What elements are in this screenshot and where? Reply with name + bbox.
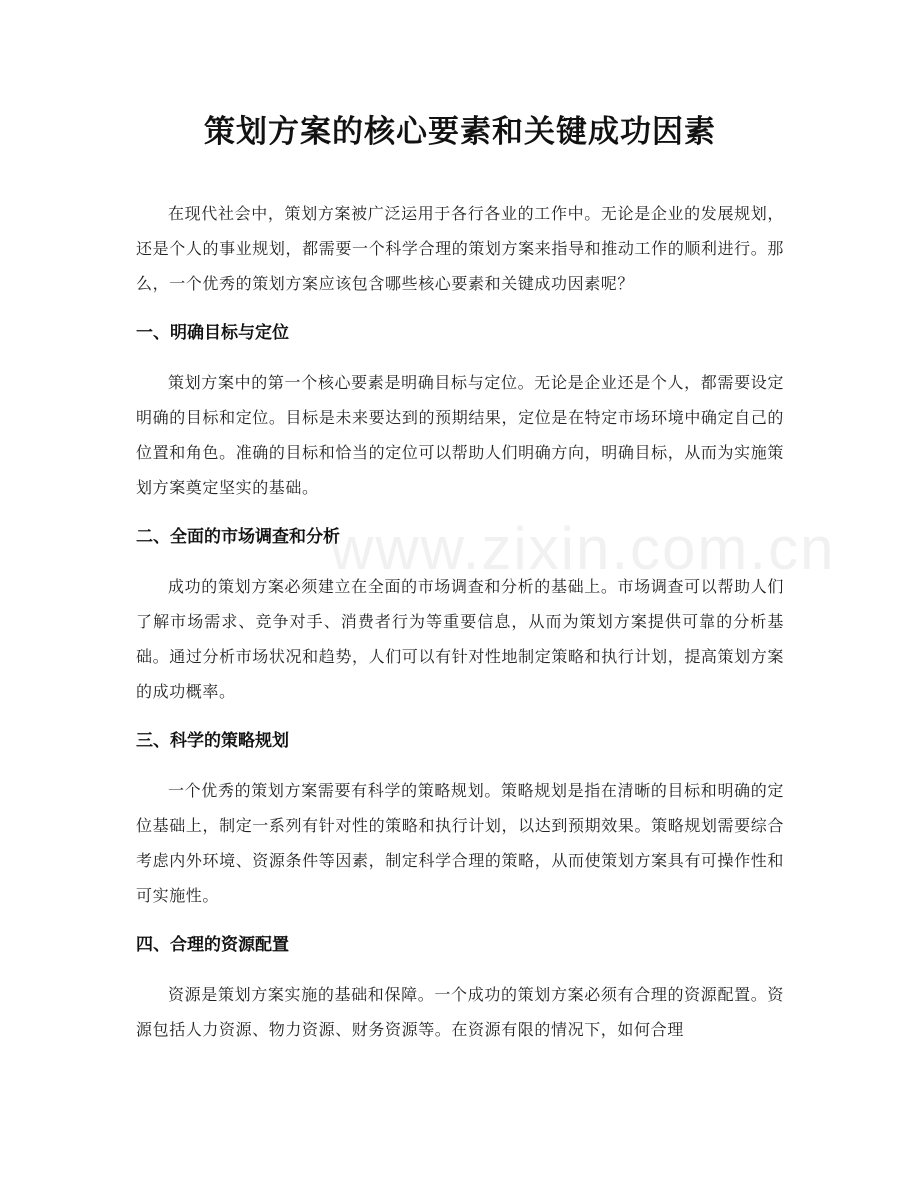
document-title: 策划方案的核心要素和关键成功因素: [204, 114, 716, 150]
section-heading-4: 四、合理的资源配置: [136, 935, 289, 955]
intro-paragraph: 在现代社会中，策划方案被广泛运用于各行各业的工作中。无论是企业的发展规划，还是个人的事业规划，都需要一个科学合理的策划方案来指导和推动工作的顺利进行。那么，一个优秀的策划方案应该包含哪些核心要素和关键成功因素呢？: [136, 204, 784, 293]
section-body-4: 资源是策划方案实施的基础和保障。一个成功的策划方案必须有合理的资源配置。资源包括人力资源、物力资源、财务资源等。在资源有限的情况下，如何合理: [136, 985, 784, 1039]
section-body-2: 成功的策划方案必须建立在全面的市场调查和分析的基础上。市场调查可以帮助人们了解市场需求、竞争对手、消费者行为等重要信息，从而为策划方案提供可靠的分析基础。通过分析市场状况和趋势，人们可以有针对性地制定策略和执行计划，提高策划方案的成功概率。: [136, 577, 784, 701]
section-heading-3: 三、科学的策略规划: [136, 731, 289, 751]
document-page: [136, 110, 784, 1047]
watermark: www.zixin.com.cn: [330, 515, 836, 582]
section-body-1: 策划方案中的第一个核心要素是明确目标与定位。无论是企业还是个人，都需要设定明确的目标和定位。目标是未来要达到的预期结果，定位是在特定市场环境中确定自己的位置和角色。准确的目标和恰当的定位可以帮助人们明确方向，明确目标，从而为实施策划方案奠定坚实的基础。: [136, 373, 784, 497]
section-body-3: 一个优秀的策划方案需要有科学的策略规划。策略规划是指在清晰的目标和明确的定位基础上，制定一系列有针对性的策略和执行计划，以达到预期效果。策略规划需要综合考虑内外环境、资源条件等因素，制定科学合理的策略，从而使策划方案具有可操作性和可实施性。: [136, 781, 784, 905]
section-heading-2: 二、全面的市场调查和分析: [136, 527, 340, 547]
section-heading-1: 一、明确目标与定位: [136, 323, 289, 343]
